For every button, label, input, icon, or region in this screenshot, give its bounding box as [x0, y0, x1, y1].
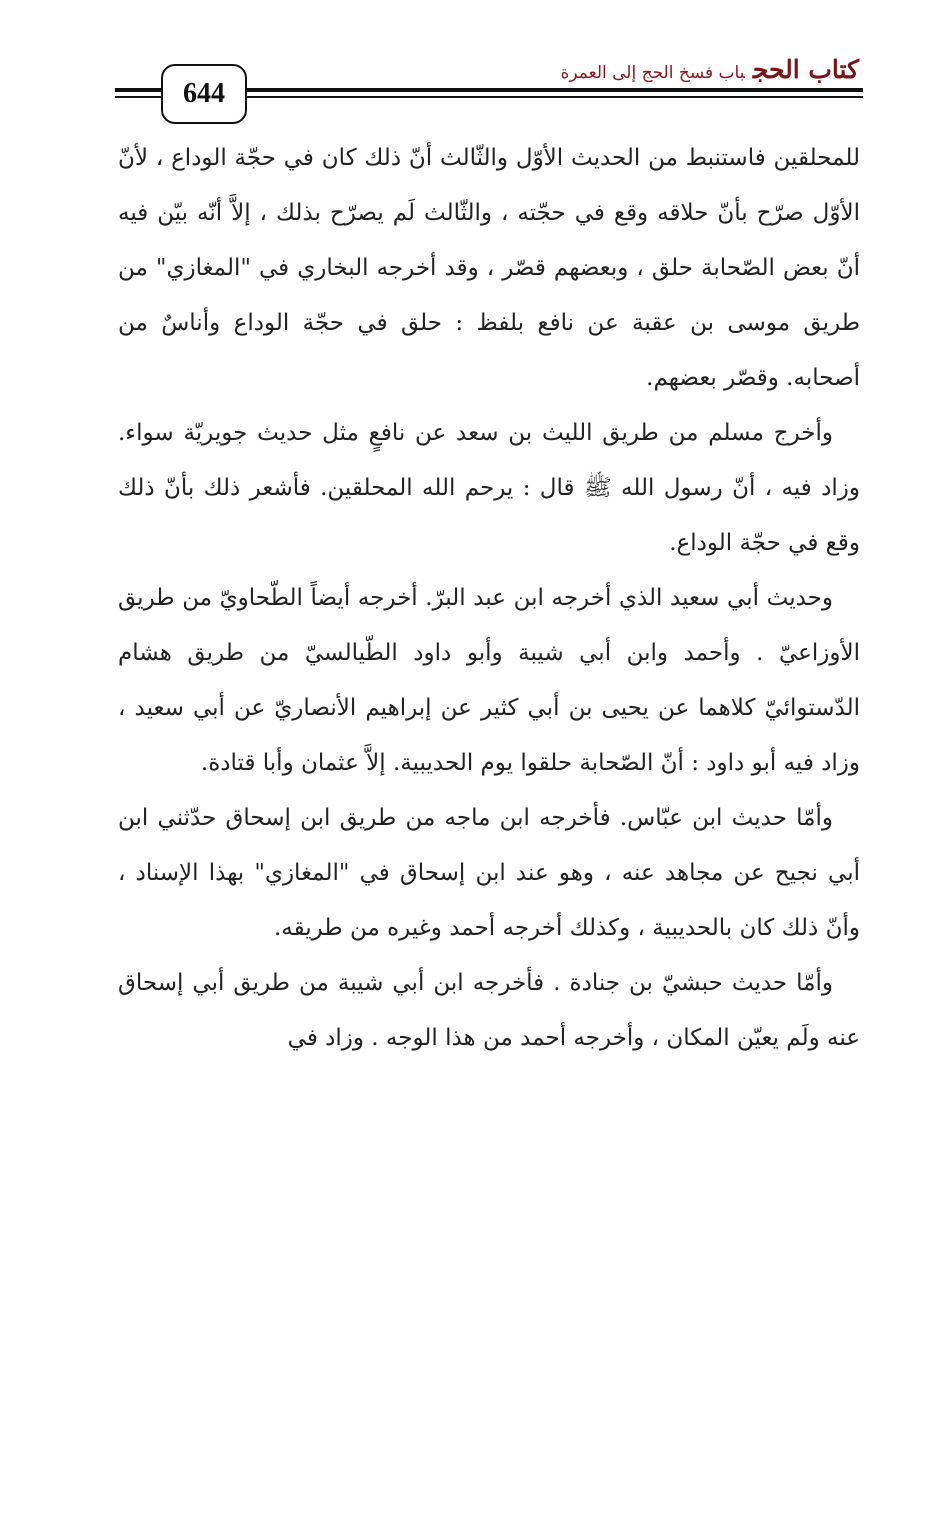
- paragraph-muslim-narration: وأخرج مسلم من طريق الليث بن سعد عن نافعٍ مثل حديث جويريّة سواء. وزاد فيه ، أنّ رسول الله ﷺ قال : يرحم الله المحلقين. فأشعر ذلك بأنّ ذلك وقع في حجّة الوداع.: [118, 420, 860, 556]
- paragraph-ibn-abbas-hadith: وأمّا حديث ابن عبّاس. فأخرجه ابن ماجه من طريق ابن إسحاق حدّثني ابن أبي نجيح عن مجاهد عنه ، وهو عند ابن إسحاق في "المغازي" بهذا الإسناد ، وأنّ ذلك كان بالحديبية ، وكذلك أخرجه أحمد وغيره من طريقه.: [118, 805, 860, 941]
- book-title: كتاب الحج: [752, 55, 859, 84]
- page-number: 644: [161, 64, 247, 124]
- paragraph-continuation: للمحلقين فاستنبط من الحديث الأوّل والثّالث أنّ ذلك كان في حجّة الوداع ، لأنّ الأوّل صرّح بأنّ حلاقه وقع في حجّته ، والثّالث لَم يصرّح بذلك ، إلاَّ أنّه بيّن فيه أنّ بعض الصّحابة حلق ، وبعضهم قصّر ، وقد أخرجه البخاري في "المغازي" من طريق موسى بن عقبة عن نافع بلفظ : حلق في حجّة الوداع وأناسٌ من أصحابه. وقصّر بعضهم.: [118, 145, 860, 391]
- running-header: [561, 55, 859, 84]
- body-text: [118, 131, 860, 1066]
- page-header: [115, 50, 863, 126]
- chapter-title: باب فسخ الحج إلى العمرة: [560, 63, 745, 83]
- paragraph-hubshi-hadith: وأمّا حديث حبشيّ بن جنادة . فأخرجه ابن أبي شيبة من طريق أبي إسحاق عنه ولَم يعيّن المكان ، وأخرجه أحمد من هذا الوجه . وزاد في: [118, 970, 860, 1051]
- paragraph-abu-said-hadith: وحديث أبي سعيد الذي أخرجه ابن عبد البرّ. أخرجه أيضاً الطّحاويّ من طريق الأوزاعيّ . وأحمد وابن أبي شيبة وأبو داود الطّيالسيّ من طريق هشام الدّستوائيّ كلاهما عن يحيى بن أبي كثير عن إبراهيم الأنصاريّ عن أبي سعيد ، وزاد فيه أبو داود : أنّ الصّحابة حلقوا يوم الحديبية. إلاَّ عثمان وأبا قتادة.: [118, 585, 860, 776]
